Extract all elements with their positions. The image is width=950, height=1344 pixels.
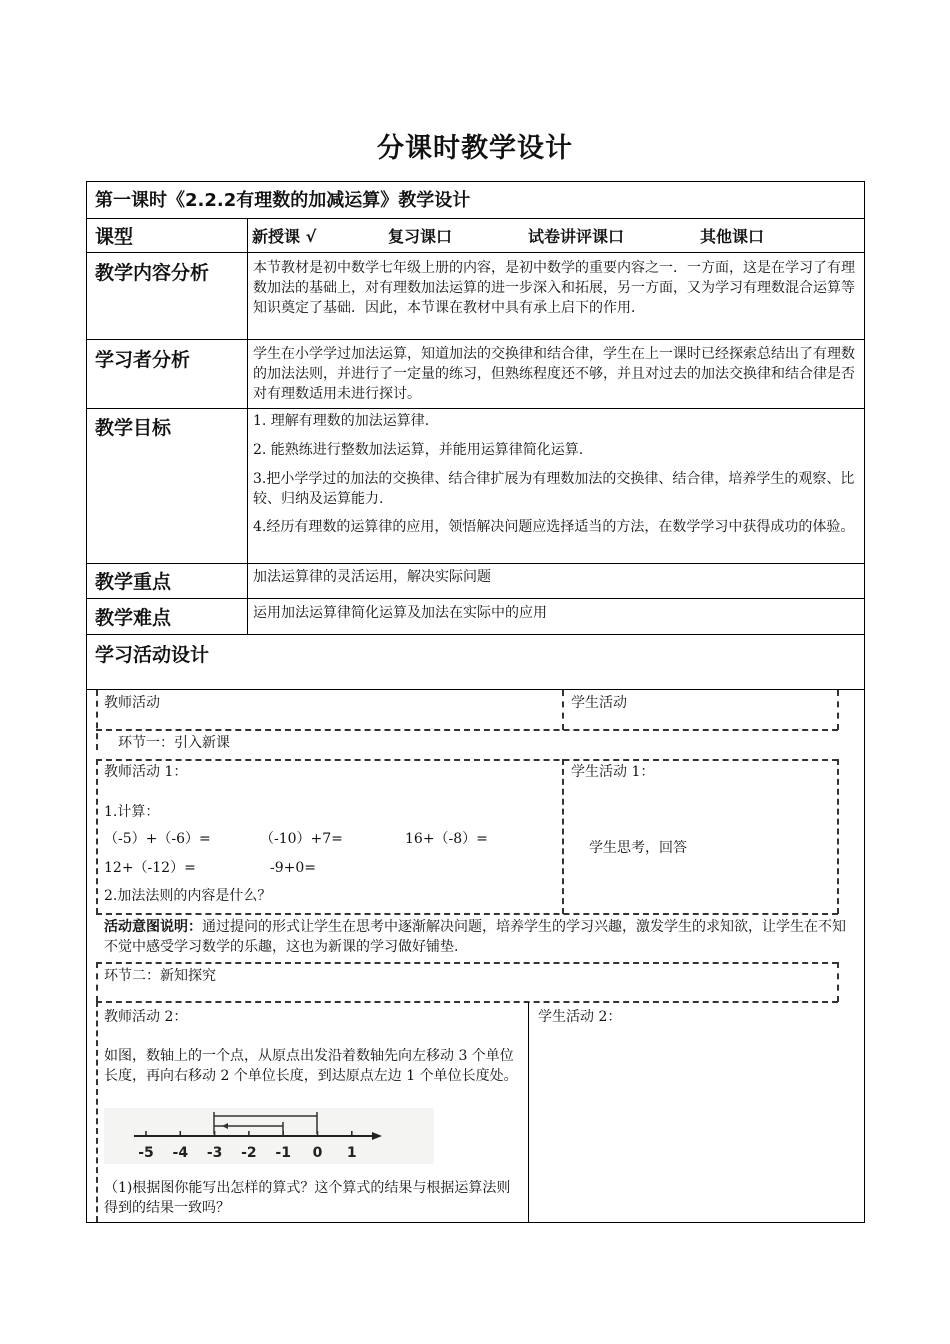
axis-tick-label: -1	[275, 1145, 291, 1161]
axis-tick-label: -2	[241, 1145, 257, 1161]
course-type-other: 其他课口	[700, 227, 765, 246]
student-activity-1-text: 学生思考，回答	[589, 840, 687, 856]
course-type-exam-review: 试卷讲评课口	[528, 227, 625, 246]
learner-analysis-label: 学习者分析	[95, 349, 191, 371]
objective-item: 2. 能熟练进行整数加法运算，并能用运算律简化运算.	[253, 442, 584, 458]
calc-item: （-5）+（-6）=	[104, 831, 211, 847]
table-border-left	[86, 181, 87, 1223]
section-1-title: 环节一：引入新课	[118, 735, 230, 751]
objectives-label: 教学目标	[95, 417, 172, 439]
calc-item: （-10）+7=	[260, 831, 343, 847]
key-points-label: 教学重点	[95, 571, 172, 593]
content-analysis-label: 教学内容分析	[95, 262, 210, 284]
objective-item: 3.把小学学过的加法的交换律、结合律扩展为有理数加法的交换律、结合律，培养学生的观察、比较、归纳及运算能力.	[253, 471, 855, 507]
question-2: 2.加法法则的内容是什么？	[104, 888, 272, 904]
teacher-activity-1-title: 教师活动 1：	[104, 764, 188, 780]
activity-intent-label: 活动意图说明：	[104, 919, 202, 935]
teacher-activity-2-text: 如图，数轴上的一个点，从原点出发沿着数轴先向左移动 3 个单位长度，再向右移动 2 个单位长度，到达原点左边 1 个单位长度处。	[104, 1048, 518, 1084]
table-border-top	[86, 181, 865, 182]
objective-item: 1. 理解有理数的加法运算律.	[253, 413, 430, 429]
difficulties-label: 教学难点	[95, 607, 172, 629]
axis-tick-label: -4	[172, 1145, 189, 1161]
page-title: 分课时教学设计	[377, 133, 573, 164]
lesson-title: 第一课时《2.2.2有理数的加减运算》教学设计	[95, 190, 471, 211]
course-type-new: 新授课 √	[252, 227, 317, 246]
number-line-figure	[104, 1108, 434, 1164]
course-type-review: 复习课口	[388, 227, 453, 246]
axis-tick-label: -3	[206, 1145, 223, 1161]
activity-design-label: 学习活动设计	[95, 644, 210, 666]
key-points-text: 加法运算律的灵活运用，解决实际问题	[253, 569, 491, 585]
section-2-title: 环节二：新知探究	[104, 968, 216, 984]
calc-item: -9+0=	[270, 860, 317, 876]
table-border-bottom	[86, 1222, 865, 1223]
calc-item: 12+（-12）=	[104, 860, 196, 876]
label-column-divider	[247, 218, 248, 634]
objective-item: 4.经历有理数的运算律的应用，领悟解决问题应选择适当的方法，在数学学习中获得成功的体验。	[253, 519, 855, 535]
teacher-activity-header: 教师活动	[104, 695, 160, 711]
activity-intent	[104, 917, 856, 957]
calc-item: 16+（-8）=	[405, 831, 488, 847]
calc-title: 1.计算：	[104, 804, 160, 820]
student-activity-1-title: 学生活动 1：	[571, 764, 655, 780]
content-analysis-text: 本节教材是初中数学七年级上册的内容，是初中数学的重要内容之一．一方面，这是在学习了有理数加法的基础上，对有理数加法运算的进一步深入和拓展，另一方面，又为学习有理数混合运算等知识奠定了基础．因此，本节课在教材中具有承上启下的作用．	[253, 260, 855, 316]
student-activity-header: 学生活动	[571, 695, 627, 711]
axis-tick-label: 0	[312, 1145, 323, 1161]
teacher-activity-2-title: 教师活动 2：	[104, 1009, 188, 1025]
axis-tick-label: -5	[138, 1145, 154, 1161]
axis-tick-label: 1	[346, 1145, 357, 1161]
difficulties-text: 运用加法运算律简化运算及加法在实际中的应用	[253, 605, 547, 621]
activity-intent-text: 通过提问的形式让学生在思考中逐渐解决问题，培养学生的学习兴趣，激发学生的求知欲，让学生在不知不觉中感受学习数学的乐趣，这也为新课的学习做好铺垫.	[104, 919, 846, 955]
learner-analysis-text: 学生在小学学过加法运算，知道加法的交换律和结合律，学生在上一课时已经探索总结出了有理数的加法法则，并进行了一定量的练习，但熟练程度还不够，并且对过去的加法交换律和结合律是否对有理数适用未进行探讨。	[253, 346, 855, 402]
table-border-right	[864, 181, 865, 1223]
teacher-activity-2-question: （1)根据图你能写出怎样的算式？这个算式的结果与根据运算法则得到的结果一致吗？	[104, 1180, 511, 1216]
course-type-label: 课型	[95, 226, 134, 248]
student-activity-2-title: 学生活动 2：	[538, 1009, 622, 1025]
